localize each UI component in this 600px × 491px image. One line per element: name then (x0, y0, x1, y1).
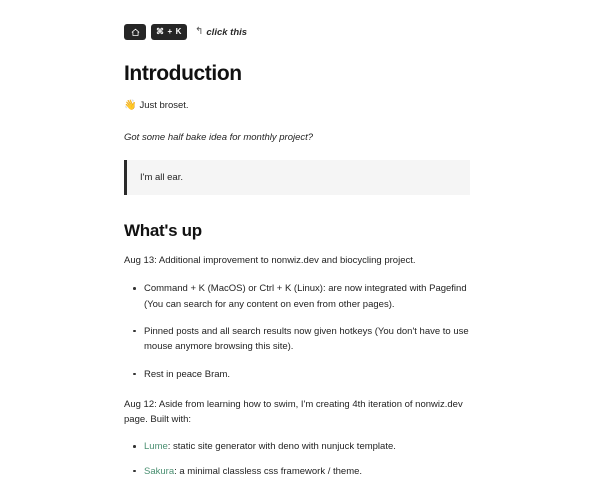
section-heading-whats-up: What's up (124, 220, 202, 240)
waving-hand-icon: 👋 (124, 100, 137, 112)
curved-arrow-icon: ↰ (195, 25, 204, 37)
list-item (144, 439, 470, 454)
aug12-list (124, 439, 470, 479)
blockquote (124, 160, 470, 195)
aug13-list (124, 281, 470, 382)
home-badge[interactable] (124, 24, 146, 40)
list-item (144, 464, 470, 479)
list-item-text: : a minimal classless css framework / theme. (174, 465, 363, 477)
page-title: Introduction (124, 62, 242, 85)
command-k-badge[interactable]: ⌘ + K (151, 24, 187, 40)
greeting-text: Just broset. (139, 100, 189, 112)
list-item: Rest in peace Bram. (144, 367, 470, 382)
shortcut-badge-row (124, 24, 470, 40)
blockquote-text: I'm all ear. (140, 171, 183, 183)
list-item: Command + K (MacOS) or Ctrl + K (Linux): are now integrated with Pagefind (You can search for any content on even from other pages). (144, 281, 470, 312)
question-paragraph: Got some half bake idea for monthly project? (124, 131, 314, 143)
link-lume[interactable]: Lume (144, 441, 168, 453)
home-icon (131, 28, 140, 37)
click-this-hint (195, 27, 247, 38)
greeting-paragraph (124, 99, 470, 114)
aug13-intro-paragraph: Aug 13: Additional improvement to nonwiz.dev and biocycling project. (124, 255, 416, 267)
aug12-intro-paragraph: Aug 12: Aside from learning how to swim, I'm creating 4th iteration of nonwiz.dev page. Built with: (124, 399, 463, 425)
list-item-text: : static site generator with deno with nunjuck template. (167, 441, 396, 453)
hint-label: click this (206, 26, 248, 38)
list-item: Pinned posts and all search results now given hotkeys (You don't have to use mouse anymore browsing this site). (144, 324, 470, 355)
link-sakura[interactable]: Sakura (144, 465, 175, 477)
content-column (124, 24, 470, 491)
